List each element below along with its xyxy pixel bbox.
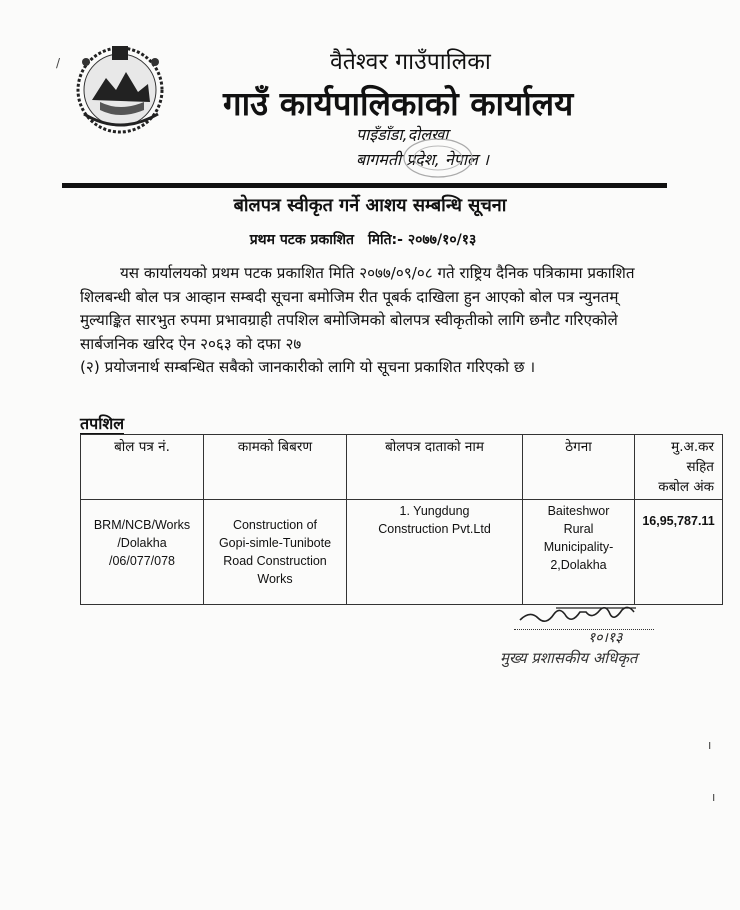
publication-line (0, 230, 740, 249)
details-heading: तपशिल (80, 414, 125, 433)
work-description-cell (204, 500, 347, 605)
office-name: गाउँ कार्यपालिकाको कार्यालय (223, 84, 574, 123)
work-line: Works (257, 572, 293, 586)
address-line: Baiteshwor (547, 504, 610, 518)
amount-header-line: कबोल अंक (658, 479, 714, 495)
address-line-1: पाइँडाँडा,दोलखा (356, 125, 449, 144)
signature-icon (516, 596, 646, 638)
bidder-line: Construction Pvt.Ltd (378, 522, 491, 536)
municipality-name: वैतेश्वर गाउँपालिका (330, 49, 491, 75)
table-header-row (81, 435, 723, 500)
address-line: 2,Dolakha (550, 558, 607, 572)
amount-header-line: सहित (686, 459, 714, 475)
bid-number-line: /Dolakha (117, 536, 167, 550)
header-divider (62, 183, 667, 188)
col-work-description: कामको बिबरण (204, 435, 347, 500)
col-quoted-amount (635, 435, 723, 500)
address-cell (523, 500, 635, 605)
bid-number-line: BRM/NCB/Works (93, 518, 191, 532)
work-line: Gopi-simle-Tunibote (218, 536, 332, 550)
nepal-emblem-icon (70, 40, 172, 136)
col-address: ठेगना (523, 435, 635, 500)
signature-date: १०।१३ (588, 630, 623, 646)
scan-mark: ı (708, 738, 712, 752)
publication-date: मिति:- २०७७/१०/१३ (367, 232, 477, 248)
notice-paragraph-2: (२) प्रयोजनार्थ सम्बन्धित सबैको जानकारीको लागि यो सूचना प्रकाशित गरिएको छ । (80, 358, 536, 376)
notice-body (80, 262, 668, 380)
signature-line (514, 629, 654, 630)
quoted-amount-cell: 16,95,787.11 (635, 500, 723, 605)
signatory-title: मुख्य प्रशासकीय अधिकृत (500, 649, 638, 667)
award-details-table (80, 434, 723, 605)
address-line-2: बागमती प्रदेश, नेपाल । (356, 150, 489, 169)
stamp-ghost-icon (400, 136, 476, 180)
amount-header-line: मु.अ.कर (671, 439, 714, 455)
bid-number-cell (81, 500, 204, 605)
col-bid-number: बोल पत्र नं. (81, 435, 204, 500)
notice-title: बोलपत्र स्वीकृत गर्ने आशय सम्बन्धि सूचना (233, 195, 507, 216)
scan-mark: ı (712, 790, 716, 804)
publication-label: प्रथम पटक प्रकाशित (249, 232, 354, 248)
bidder-line: 1. Yungdung (399, 504, 470, 518)
address-line: Municipality- (543, 540, 614, 554)
bid-number-line: /06/077/078 (108, 554, 176, 568)
work-line: Construction of (232, 518, 318, 532)
address-line: Rural (563, 522, 594, 536)
bidder-name-cell (347, 500, 523, 605)
notice-paragraph-1: यस कार्यालयको प्रथम पटक प्रकाशित मिति २०७७/०९/०८ गते राष्ट्रिय दैनिक पत्रिकामा प्रकाशित शिलबन्धी बोल पत्र आव्हान सम्बदी सूचना बमोजिम रीत पूबर्क दाखिला हुन आएको बोल पत्र न्युनतम् मुल्याङ्कित सारभुत रुपमा प्रभावग्राही तपशिल बमोजिमको बोलपत्र स्वीकृतीको लागि छनौट गरिएकोले सार्बजनिक खरिद ऐन २०६३ को दफा २७ (80, 264, 635, 353)
work-line: Road Construction (223, 554, 327, 568)
scan-mark: / (56, 56, 61, 70)
table-row (81, 500, 723, 605)
col-bidder-name: बोलपत्र दाताको नाम (347, 435, 523, 500)
